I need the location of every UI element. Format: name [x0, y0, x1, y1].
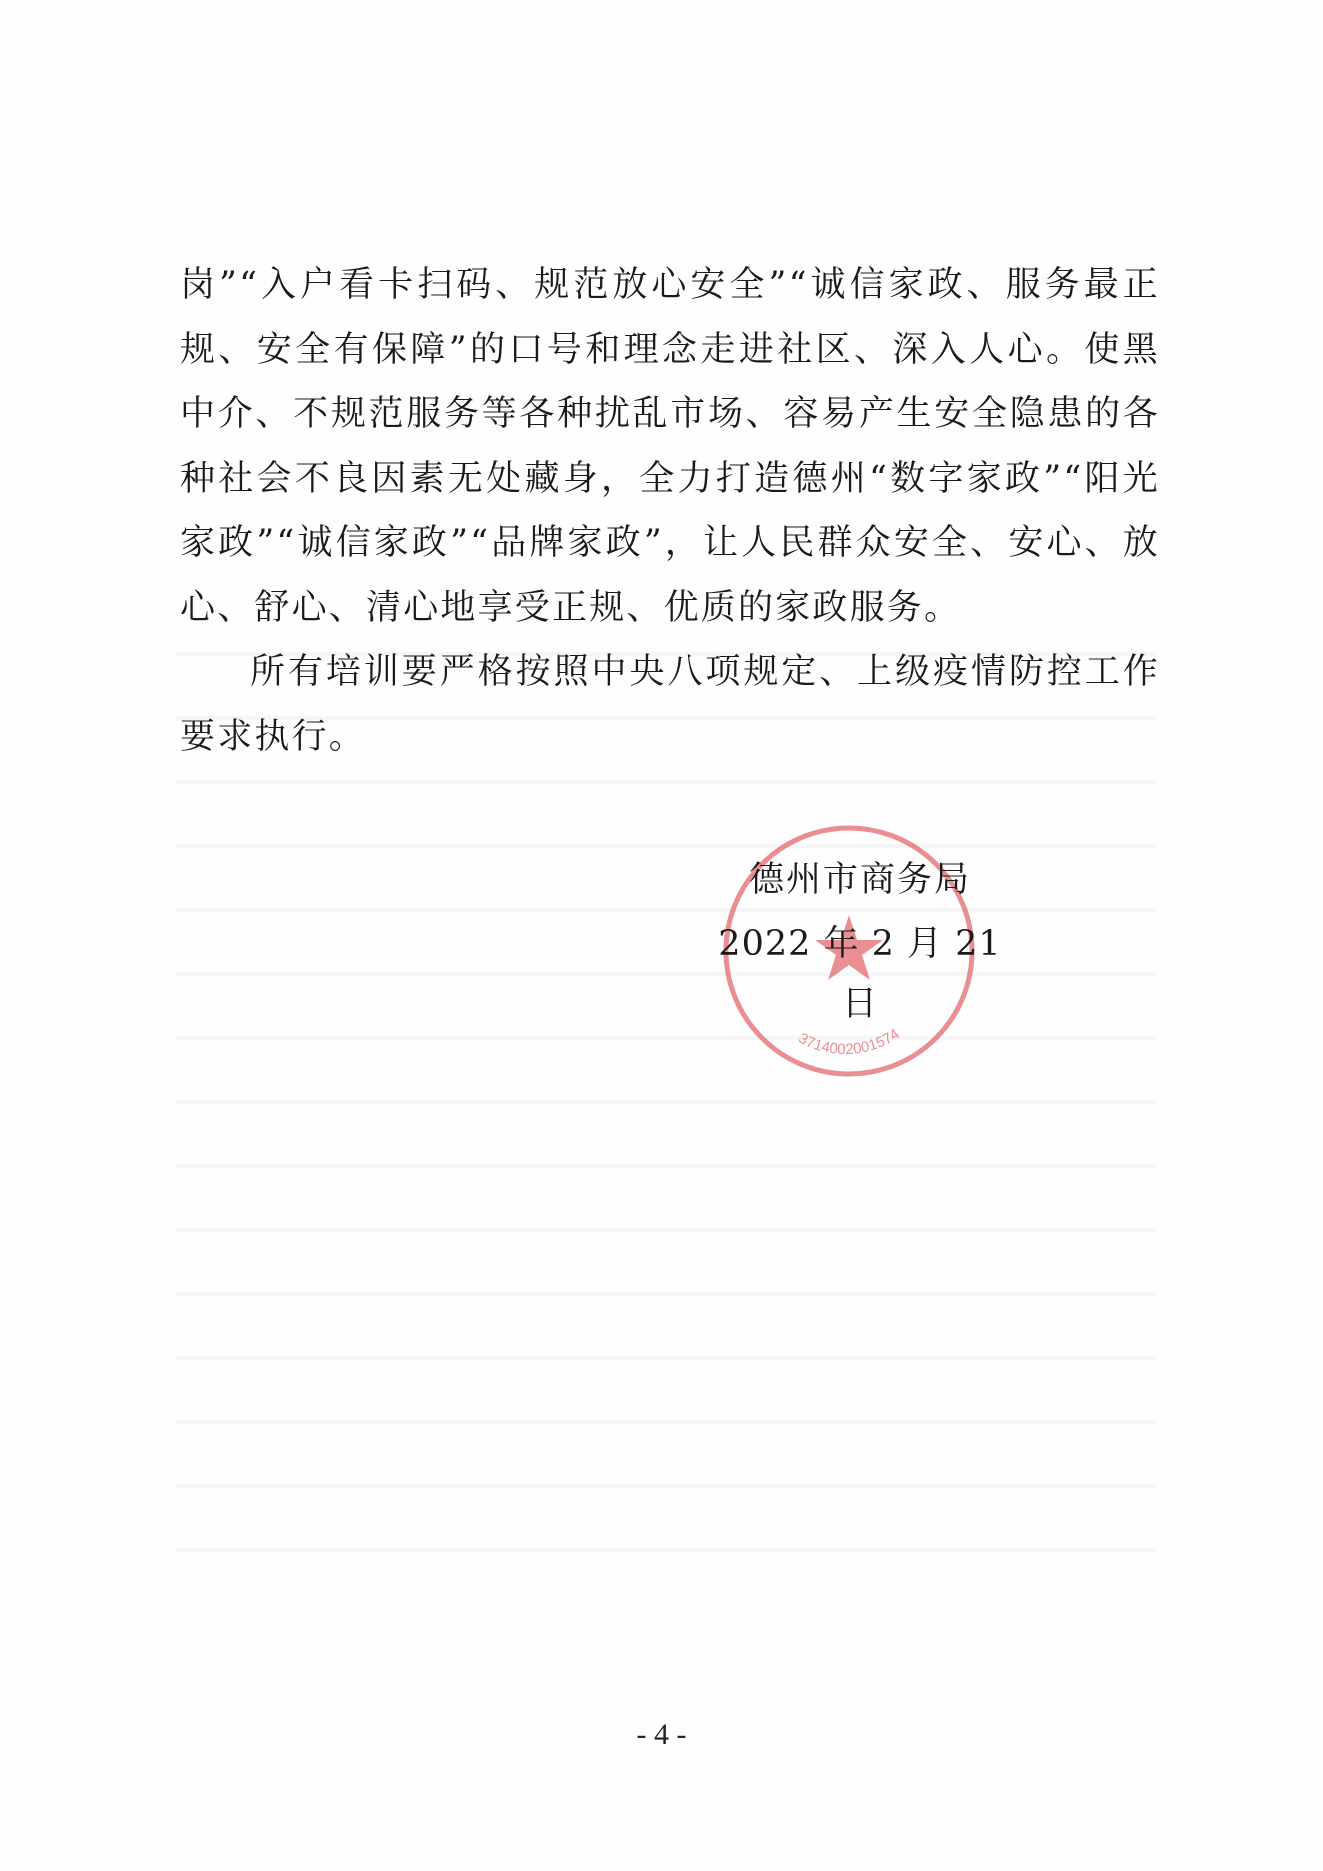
paragraph: 所有培训要严格按照中央八项规定、上级疫情防控工作要求执行。	[180, 652, 1160, 757]
document-body	[180, 253, 1160, 769]
page-number: - 4 -	[636, 1718, 687, 1751]
issue-date: 2022 年 2 月 21 日	[718, 924, 1002, 1024]
seal-number: 3714002001574	[795, 1025, 903, 1059]
issuing-organization: 德州市商务局	[748, 860, 971, 900]
paragraph: 岗”“入户看卡扫码、规范放心安全”“诚信家政、服务最正规、安全有保障”的口号和理念走进社区、深入人心。使黑中介、不规范服务等各种扰乱市场、容易产生安全隐患的各种社会不良因素无处藏身，全力打造德州“数字家政”“阳光家政”“诚信家政”“品牌家政”，让人民群众安全、安心、放心、舒心、清心地享受正规、优质的家政服务。	[180, 265, 1160, 628]
signature-block	[700, 850, 1020, 1034]
